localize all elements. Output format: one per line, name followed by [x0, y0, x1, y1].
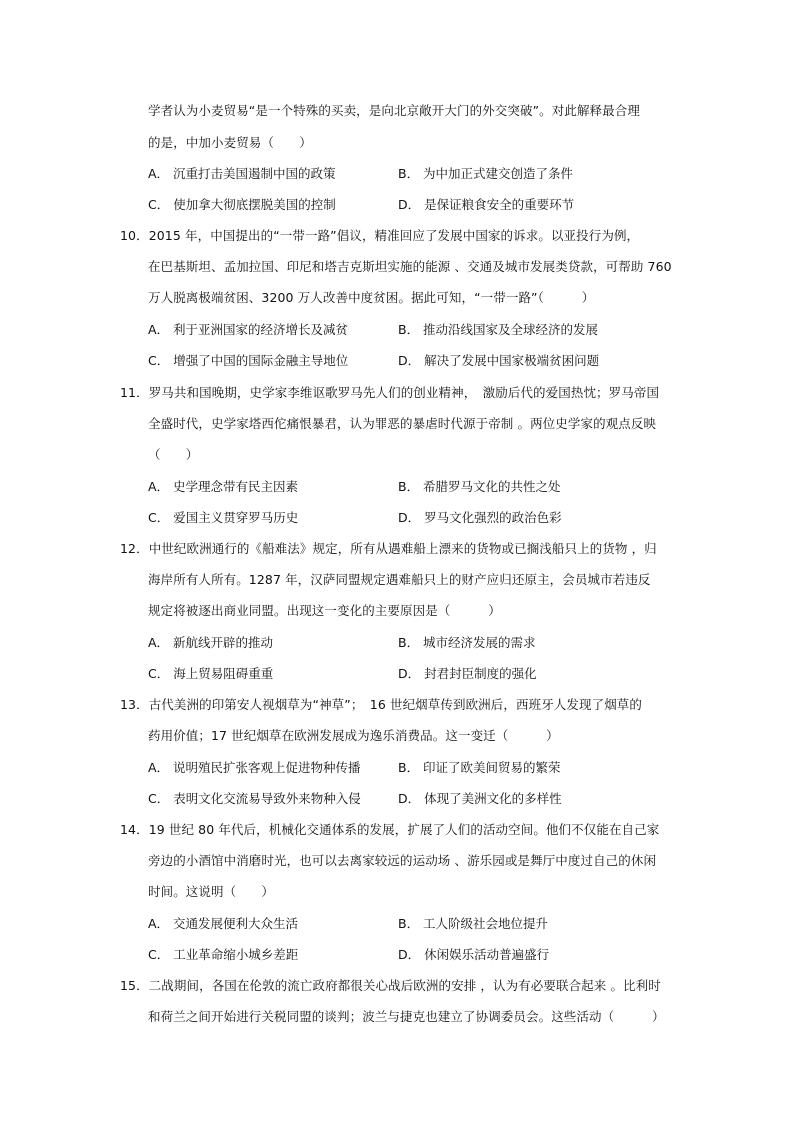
- q12-stem-line-2: 海岸所有人所有。1287 年，汉萨同盟规定遇难船只上的财产应归还原主，会员城市若违反: [148, 572, 651, 587]
- q12-option-d: D． 封君封臣制度的强化: [398, 666, 537, 681]
- q12-stem-line-3: 规定将被逐出商业同盟。出现这一变化的主要原因是（ ）: [148, 603, 501, 618]
- q13-stem-line-1: 13．古代美洲的印第安人视烟草为“神草”； 16 世纪烟草传到欧洲后，西班牙人发现了烟草的: [120, 697, 642, 712]
- q11-stem-line-2: 全盛时代，史学家塔西佗痛恨暴君，认为罪恶的暴虐时代源于帝制 。两位史学家的观点反映: [148, 416, 657, 431]
- q11-option-a: A． 史学理念带有民主因素: [148, 479, 299, 494]
- q9-option-a: A． 沉重打击美国遏制中国的政策: [148, 166, 336, 181]
- q14-stem-line-2: 旁边的小酒馆中消磨时光，也可以去离家较远的运动场 、游乐园或是舞厅中度过自己的休闲: [148, 853, 657, 868]
- q9-stem-line-2: 的是，中加小麦贸易（ ）: [148, 135, 312, 150]
- q13-option-d: D． 体现了美洲文化的多样性: [398, 791, 562, 806]
- q9-option-d: D． 是保证粮食安全的重要环节: [398, 197, 575, 212]
- q13-option-b: B． 印证了欧美间贸易的繁荣: [398, 760, 561, 775]
- q14-option-a: A． 交通发展便利大众生活: [148, 916, 299, 931]
- q14-stem-line-1: 14．19 世纪 80 年代后，机械化交通体系的发展，扩展了人们的活动空间。他们不仅能在自己家: [120, 822, 660, 837]
- q11-option-b: B． 希腊罗马文化的共性之处: [398, 479, 561, 494]
- q9-stem-line-1: 学者认为小麦贸易“是一个特殊的买卖，是向北京敞开大门的外交突破”。对此解释最合理: [148, 103, 640, 118]
- q9-option-b: B． 为中加正式建交创造了条件: [398, 166, 574, 181]
- q10-option-d: D． 解决了发展中国家极端贫困问题: [398, 353, 600, 368]
- q14-option-d: D． 休闲娱乐活动普遍盛行: [398, 947, 550, 962]
- q10-stem-line-2: 在巴基斯坦、孟加拉国、印尼和塔吉克斯坦实施的能源 、交通及城市发展类贷款，可帮助 760: [148, 259, 672, 274]
- q9-option-c: C． 使加拿大彻底摆脱美国的控制: [148, 197, 336, 212]
- q10-option-b: B． 推动沿线国家及全球经济的发展: [398, 322, 599, 337]
- q10-option-a: A． 利于亚洲国家的经济增长及减贫: [148, 322, 349, 337]
- q12-option-b: B． 城市经济发展的需求: [398, 635, 536, 650]
- q11-option-d: D． 罗马文化强烈的政治色彩: [398, 510, 562, 525]
- q15-stem-line-1: 15．二战期间，各国在伦敦的流亡政府都很关心战后欧洲的安排 ，认为有必要联合起来 。比利时: [120, 978, 661, 993]
- q15-stem-line-2: 和荷兰之间开始进行关税同盟的谈判；波兰与捷克也建立了协调委员会。这些活动（ ）: [148, 1009, 665, 1024]
- q14-option-c: C． 工业革命缩小城乡差距: [148, 947, 299, 962]
- q12-stem-line-1: 12．中世纪欧洲通行的《船难法》规定，所有从遇难船上漂来的货物或已搁浅船只上的货物 ，归: [120, 541, 657, 556]
- q12-option-c: C． 海上贸易阻碍重重: [148, 666, 274, 681]
- q13-option-a: A． 说明殖民扩张客观上促进物种传播: [148, 760, 361, 775]
- q12-option-a: A． 新航线开辟的推动: [148, 635, 274, 650]
- q11-stem-line-1: 11．罗马共和国晚期，史学家李维讴歌罗马先人们的创业精神， 激励后代的爱国热忱；罗马帝国: [120, 385, 660, 400]
- q13-stem-line-2: 药用价值；17 世纪烟草在欧洲发展成为逸乐消费品。这一变迁（ ）: [148, 728, 559, 743]
- q13-option-c: C． 表明文化交流易导致外来物种入侵: [148, 791, 361, 806]
- q11-stem-line-3: （ ）: [148, 447, 199, 462]
- q14-stem-line-3: 时间。这说明（ ）: [148, 884, 275, 899]
- q14-option-b: B． 工人阶级社会地位提升: [398, 916, 549, 931]
- q10-option-c: C． 增强了中国的国际金融主导地位: [148, 353, 349, 368]
- q10-stem-line-3: 万人脱离极端贫困、3200 万人改善中度贫困。据此可知，“一带一路”（ ）: [148, 290, 595, 305]
- q10-stem-line-1: 10．2015 年，中国提出的“一带一路”倡议，精准回应了发展中国家的诉求。以亚投行为例，: [120, 228, 640, 243]
- q11-option-c: C． 爱国主义贯穿罗马历史: [148, 510, 299, 525]
